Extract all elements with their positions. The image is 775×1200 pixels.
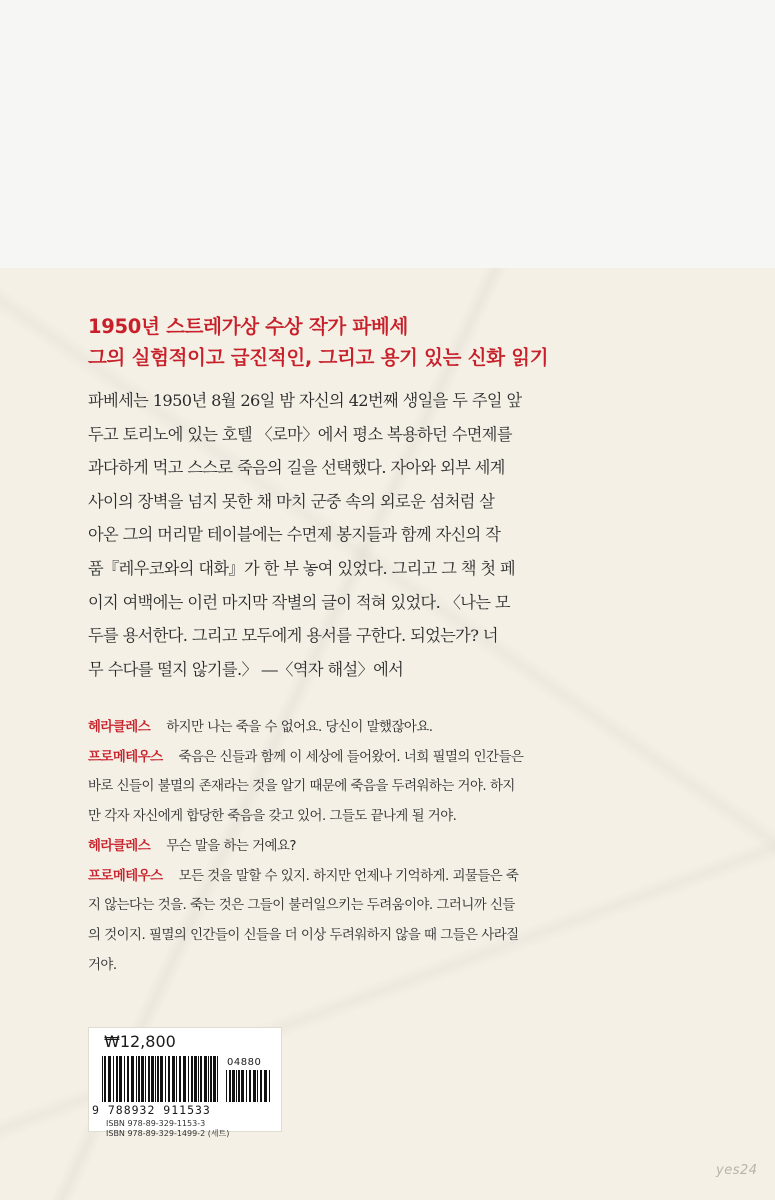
headline-line-2: 그의 실험적이고 급진적인, 그리고 용기 있는 신화 읽기: [88, 346, 549, 369]
barcode-bar: [200, 1056, 202, 1102]
barcode-bar: [104, 1056, 106, 1102]
barcode-bar: [131, 1056, 134, 1102]
dialogue-line: 지 않는다는 것을. 죽는 것은 그들이 불러일으키는 두려움이야. 그러니까 신들: [88, 898, 515, 914]
barcode-bar: [194, 1056, 197, 1102]
barcode-bar: [127, 1056, 129, 1102]
barcode-bar: [119, 1056, 122, 1102]
barcode-bar: [148, 1056, 150, 1102]
dialogue-text: 무슨 말을 하는 거예요?: [166, 838, 296, 854]
barcode-bar: [155, 1056, 156, 1102]
barcode-bar: [124, 1056, 125, 1102]
barcode-bar: [232, 1070, 235, 1102]
isbn-set-line: ISBN 978-89-329-1499-2 (세트): [106, 1129, 230, 1138]
addon-barcode-bars: [226, 1070, 270, 1102]
dialogue-text: 죽음은 신들과 함께 이 세상에 들어왔어. 너희 필멸의 인간들은: [178, 749, 524, 765]
barcode-bar: [246, 1070, 247, 1102]
barcode-bar: [257, 1070, 258, 1102]
barcode-bar: [165, 1056, 166, 1102]
barcode-bar: [176, 1056, 177, 1102]
isbn-barcode-bars: [102, 1056, 218, 1102]
isbn-digits: 9 788932 911533: [92, 1103, 211, 1117]
speaker-name: 프로메테우스: [88, 749, 163, 765]
barcode-bar: [208, 1056, 209, 1102]
barcode-bar: [229, 1070, 231, 1102]
barcode-bar: [157, 1056, 159, 1102]
speaker-name: 헤라클레스: [88, 838, 151, 854]
synopsis-line: 파베세는 1950년 8월 26일 밤 자신의 42번째 생일을 두 주일 앞: [88, 391, 522, 410]
barcode-bar: [141, 1056, 144, 1102]
barcode-bar: [236, 1070, 237, 1102]
synopsis-line: 아온 그의 머리맡 테이블에는 수면제 봉지들과 함께 자신의 작: [88, 525, 501, 545]
barcode-bar: [116, 1056, 118, 1102]
synopsis-line: 두고 토리노에 있는 호텔 〈로마〉에서 평소 복용하던 수면제를: [88, 424, 512, 444]
barcode-bar: [238, 1070, 240, 1102]
barcode-bar: [191, 1056, 193, 1102]
barcode-bar: [198, 1056, 199, 1102]
barcode-bar: [264, 1070, 267, 1102]
barcode-bar: [260, 1070, 262, 1102]
barcode-bar: [241, 1070, 244, 1102]
isbn-line: ISBN 978-89-329-1153-3: [106, 1119, 206, 1128]
barcode-bar: [183, 1056, 186, 1102]
barcode-bar: [168, 1056, 170, 1102]
barcode-bar: [269, 1070, 270, 1102]
barcode-bar: [204, 1056, 207, 1102]
isbn-numbers: [106, 1119, 229, 1139]
headline-line-1: 1950년 스트레가상 수상 작가 파베세: [88, 315, 409, 338]
synopsis-line: 품『레우코와의 대화』가 한 부 놓여 있었다. 그리고 그 책 첫 페: [88, 558, 516, 578]
barcode-bar: [210, 1056, 212, 1102]
speaker-name: 헤라클레스: [88, 720, 151, 735]
barcode-bar: [253, 1070, 256, 1102]
barcode-bar: [108, 1056, 111, 1102]
barcode-bar: [249, 1070, 251, 1102]
watermark-logo: yes24: [716, 1163, 758, 1178]
barcode-bar: [138, 1056, 140, 1102]
price-label: ₩12,800: [104, 1032, 176, 1051]
dialogue-line: 의 것이지. 필멸의 인간들이 신들을 더 이상 두려워하지 않을 때 그들은 사라질: [88, 927, 519, 943]
addon-code: 04880: [227, 1057, 262, 1068]
dialogue-line: 거야.: [88, 957, 117, 973]
barcode-bar: [136, 1056, 137, 1102]
dialogue-text: 하지만 나는 죽을 수 없어요. 당신이 말했잖아요.: [166, 720, 433, 735]
speaker-name: 프로메테우스: [88, 868, 163, 884]
synopsis-line: 사이의 장벽을 넘지 못한 채 마치 군중 속의 외로운 섬처럼 살: [88, 491, 495, 511]
barcode-bar: [217, 1056, 218, 1102]
dialogue-line: 바로 신들이 불멸의 존재라는 것을 알기 때문에 죽음을 두려워하는 거야. 하지: [88, 779, 515, 795]
barcode-bar: [145, 1056, 146, 1102]
barcode-bar: [213, 1056, 216, 1102]
synopsis-line: 무 수다를 떨지 않기를.〉 ―〈역자 해설〉에서: [88, 659, 404, 679]
barcode-bar: [151, 1056, 154, 1102]
synopsis-line: 과다하게 먹고 스스로 죽음의 길을 선택했다. 자아와 외부 세계: [88, 458, 505, 478]
barcode-bar: [188, 1056, 189, 1102]
barcode-bar: [102, 1056, 103, 1102]
barcode-bar: [226, 1070, 227, 1102]
barcode-bar: [113, 1056, 114, 1102]
barcode-bar: [172, 1056, 175, 1102]
synopsis-line: 두를 용서한다. 그리고 모두에게 용서를 구한다. 되었는가? 너: [88, 626, 498, 646]
barcode-bar: [160, 1056, 163, 1102]
barcode-bar: [179, 1056, 181, 1102]
dialogue-text: 모든 것을 말할 수 있지. 하지만 언제나 기억하게. 괴물들은 죽: [178, 868, 519, 884]
synopsis-line: 이지 여백에는 이런 마지막 작별의 글이 적혀 있었다. 〈나는 모: [88, 592, 510, 612]
dialogue-line: 만 각자 자신에게 합당한 죽음을 갖고 있어. 그들도 끝나게 될 거야.: [88, 809, 457, 825]
